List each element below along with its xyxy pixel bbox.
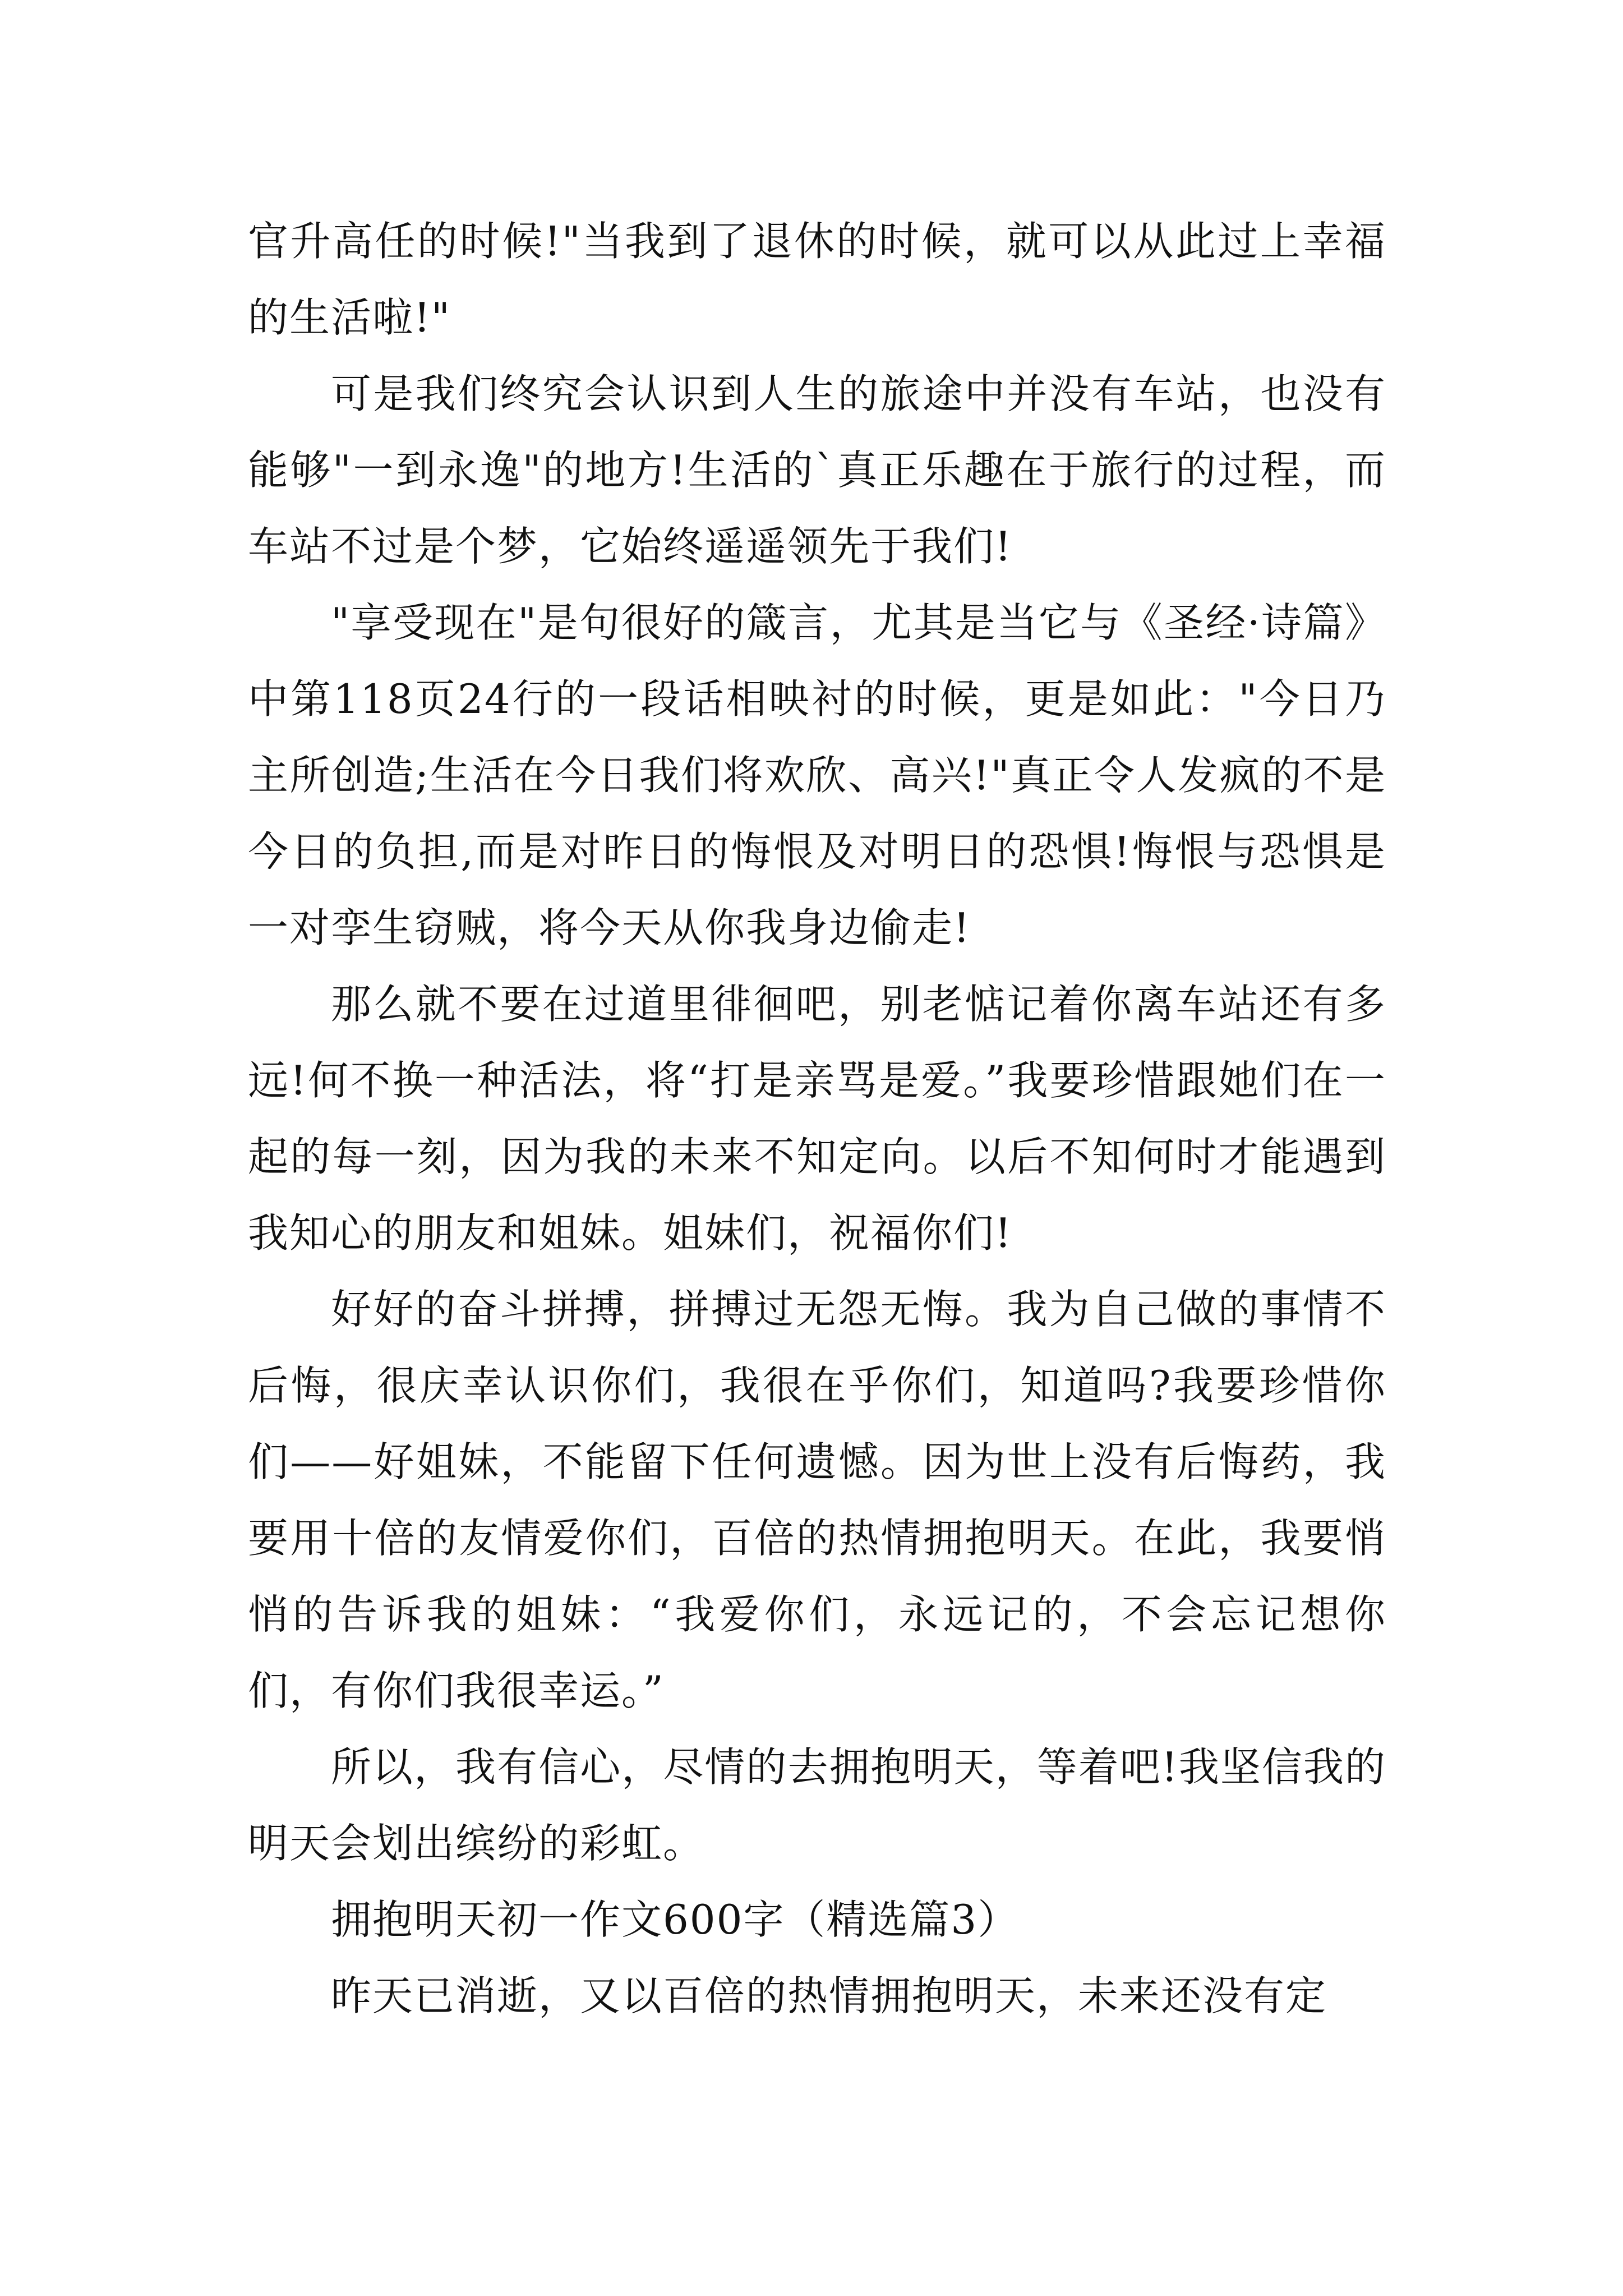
- paragraph: 可是我们终究会认识到人生的旅途中并没有车站，也没有能够"一到永逸"的地方!生活的`真正乐趣在于旅行的过程，而车站不过是个梦，它始终遥遥领先于我们!: [248, 370, 1386, 570]
- paragraph: 好好的奋斗拼搏，拼搏过无怨无悔。我为自己做的事情不后悔，很庆幸认识你们，我很在乎你们，知道吗?我要珍惜你们——好姐妹，不能留下任何遗憾。因为世上没有后悔药，我要用十倍的友情爱你们，百倍的热情拥抱明天。在此，我要悄悄的告诉我的姐妹：“我爱你们，永远记的，不会忘记想你们，有你们我很幸运。”: [248, 1286, 1386, 1714]
- document-body: [248, 203, 1386, 2034]
- paragraph: "享受现在"是句很好的箴言，尤其是当它与《圣经·诗篇》中第118页24行的一段话相映衬的时候，更是如此："今日乃主所创造;生活在今日我们将欢欣、高兴!"真正令人发疯的不是今日的负担,而是对昨日的悔恨及对明日的恐惧!悔恨与恐惧是一对孪生窃贼，将今天从你我身边偷走!: [248, 599, 1386, 951]
- paragraph: 那么就不要在过道里徘徊吧，别老惦记着你离车站还有多远!何不换一种活法，将“打是亲骂是爱。”我要珍惜跟她们在一起的每一刻，因为我的未来不知定向。以后不知何时才能遇到我知心的朋友和姐妹。姐妹们，祝福你们!: [248, 981, 1386, 1257]
- paragraph: 官升高任的时候!"当我到了退休的时候，就可以从此过上幸福的生活啦!": [248, 218, 1386, 341]
- paragraph: 所以，我有信心，尽情的去拥抱明天，等着吧!我坚信我的明天会划出缤纷的彩虹。: [248, 1743, 1386, 1867]
- paragraph: 昨天已消逝，又以百倍的热情拥抱明天，未来还没有定: [331, 1972, 1327, 2019]
- section-heading: 拥抱明天初一作文600字（精选篇3）: [331, 1896, 1020, 1943]
